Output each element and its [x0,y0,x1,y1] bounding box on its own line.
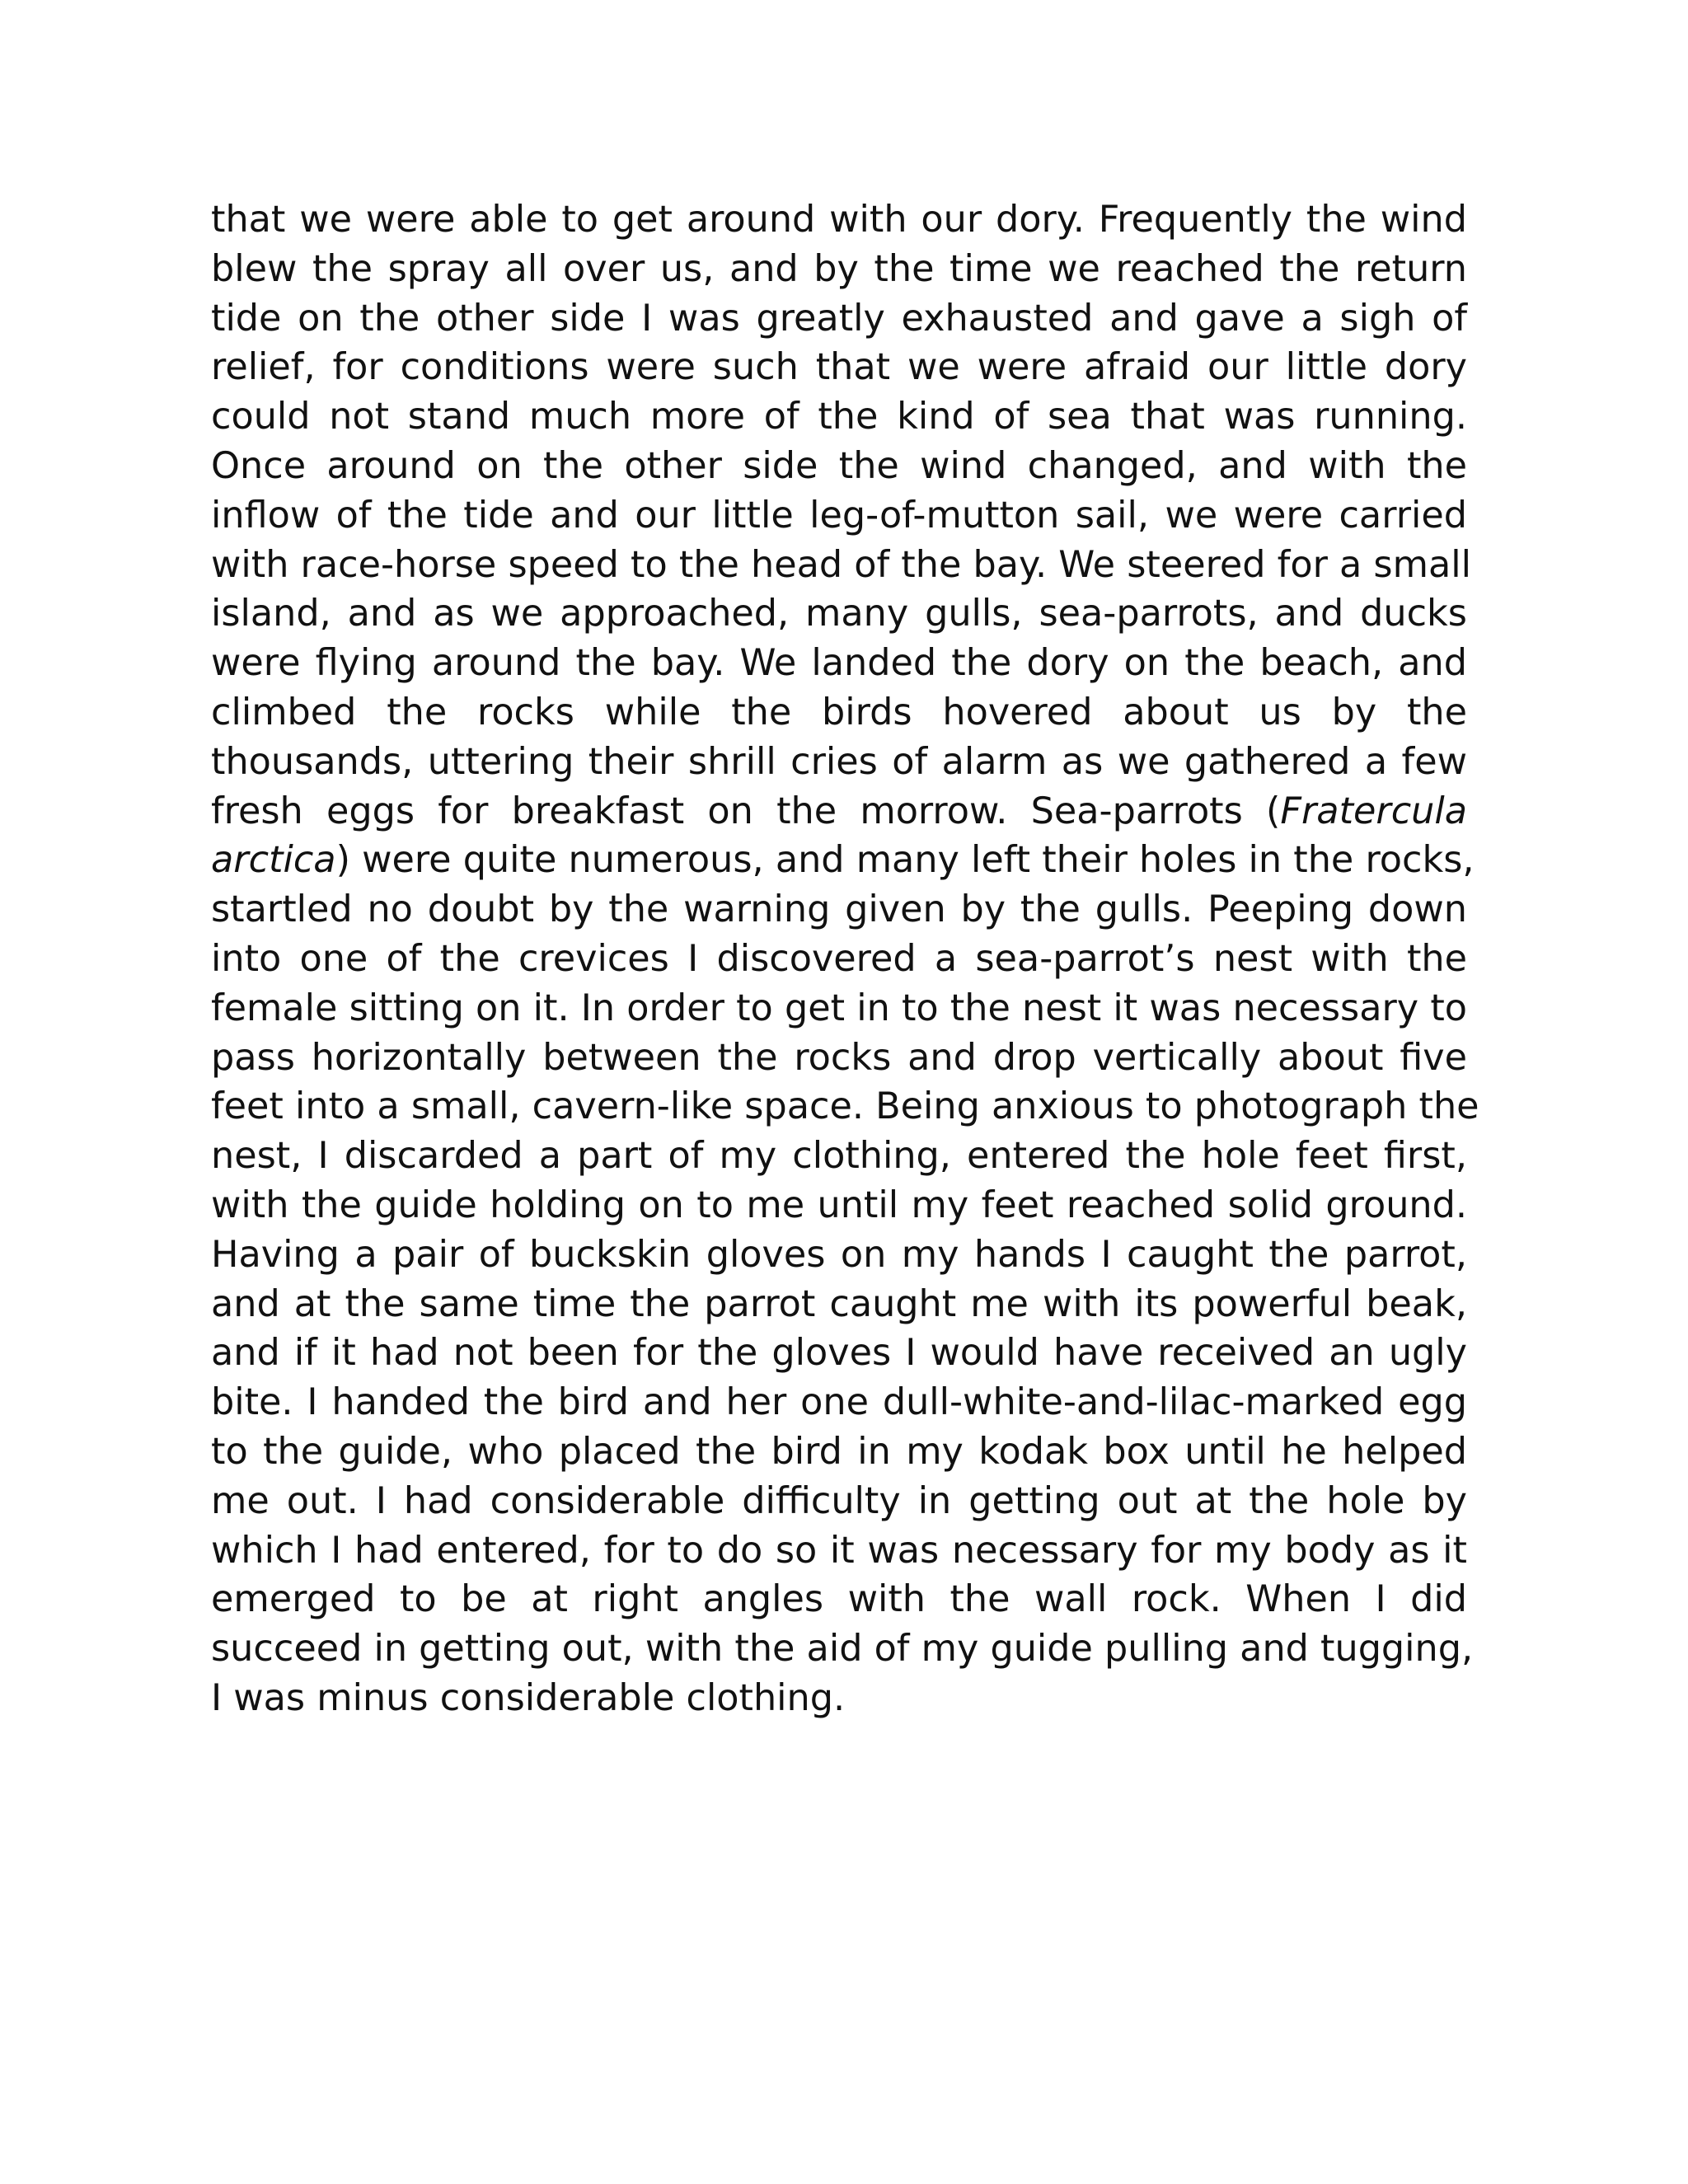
text-line: Once around on the other side the wind changed, and with the [211,444,1467,487]
text-line: tide on the other side I was greatly exhausted and gave a sigh of [211,297,1467,340]
text-line: that we were able to get around with our dory. Frequently the wind [211,199,1467,241]
text-line: with the guide holding on to me until my feet reached solid ground. [211,1183,1467,1226]
text-line: I was minus considerable clothing. [211,1676,846,1719]
text-line: which I had entered, for to do so it was necessary for my body as it [211,1529,1467,1572]
body-paragraph [211,195,1479,1723]
text-line: me out. I had considerable difficulty in getting out at the hole by [211,1479,1467,1522]
text-line: climbed the rocks while the birds hovered about us by the [211,691,1467,733]
species-name-italic: Fratercula [1280,790,1467,832]
text-line: thousands, uttering their shrill cries of alarm as we gathered a few [211,740,1467,783]
text-line: were flying around the bay. We landed the dory on the beach, and [211,642,1467,685]
text-segment: fresh eggs for breakfast on the morrow. Sea-parrots ( [211,790,1281,832]
text-line: into one of the crevices I discovered a sea-parrot’s nest with the [211,937,1467,980]
text-line: startled no doubt by the warning given by the gulls. Peeping down [211,888,1467,931]
text-line: Having a pair of buckskin gloves on my hands I caught the parrot, [211,1233,1467,1276]
text-line: to the guide, who placed the bird in my kodak box until he helped [211,1430,1467,1473]
text-line: island, and as we approached, many gulls, sea-parrots, and ducks [211,593,1467,635]
text-line: relief, for conditions were such that we were afraid our little dory [211,346,1467,389]
text-line: emerged to be at right angles with the wall rock. When I did [211,1578,1467,1621]
text-line: female sitting on it. In order to get in to the nest it was necessary to [211,987,1467,1029]
text-line: with race-horse speed to the head of the bay. We steered for a small [211,543,1471,586]
text-line: and at the same time the parrot caught me with its powerful beak, [211,1282,1467,1325]
text-line: could not stand much more of the kind of sea that was running. [211,396,1467,438]
text-segment: ) were quite numerous, and many left their holes in the rocks, [335,839,1475,882]
text-line: inflow of the tide and our little leg-of-mutton sail, we were carried [211,494,1467,537]
text-line [211,787,1467,837]
text-line: succeed in getting out, with the aid of my guide pulling and tugging, [211,1628,1474,1671]
species-name-italic: arctica [211,839,336,882]
text-line: and if it had not been for the gloves I would have received an ugly [211,1332,1467,1375]
text-line: nest, I discarded a part of my clothing, entered the hole feet first, [211,1135,1467,1178]
text-line: pass horizontally between the rocks and drop vertically about five [211,1036,1467,1079]
text-line [211,836,1475,885]
text-line: feet into a small, cavern-like space. Being anxious to photograph the [211,1085,1479,1128]
text-line: blew the spray all over us, and by the time we reached the return [211,247,1467,290]
text-line: bite. I handed the bird and her one dull-white-and-lilac-marked egg [211,1381,1467,1424]
